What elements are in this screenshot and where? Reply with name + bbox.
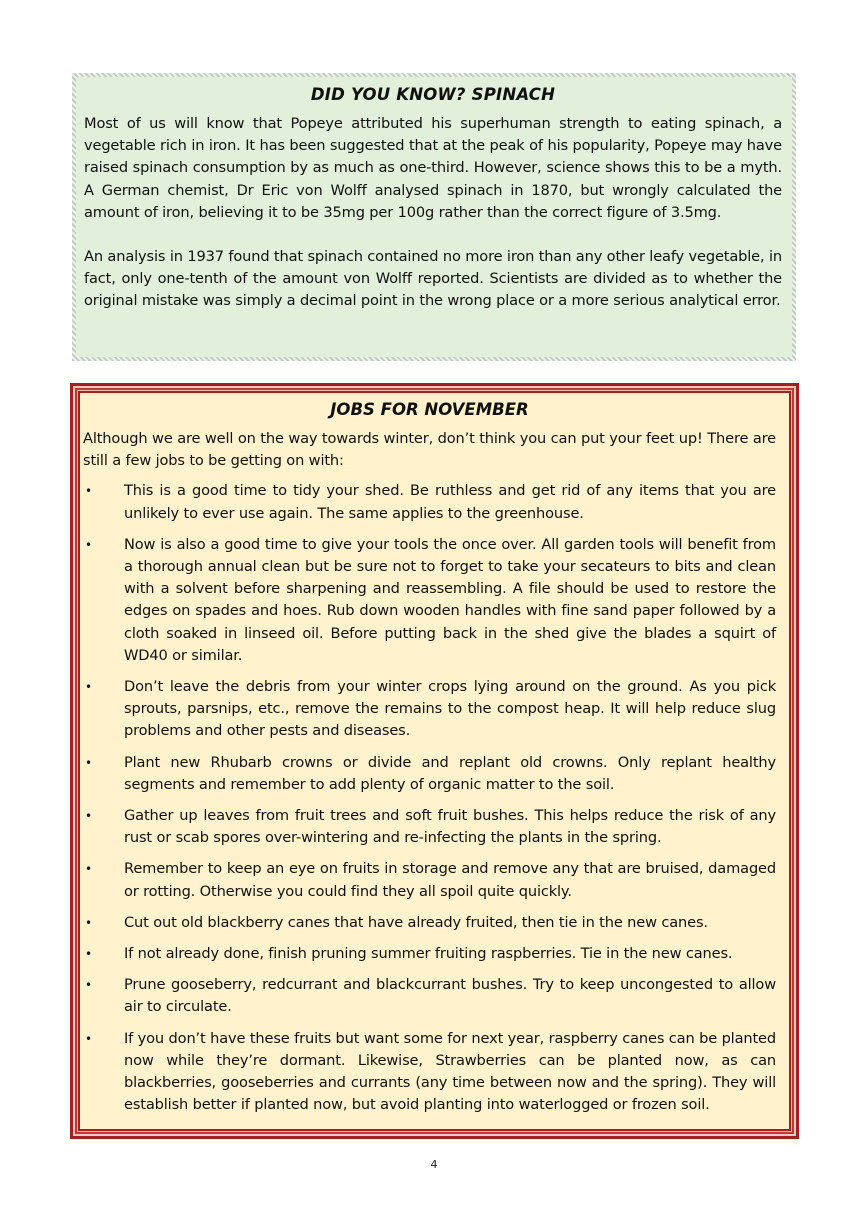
did-you-know-paragraph: An analysis in 1937 found that spinach contained no more iron than any other leafy vegetable, in fact, only one-tenth of the amount von Wolff reported. Scientists are divided as to whether the original mistake was simply a decimal point in the wrong place or a more serious analytical error. <box>84 248 782 310</box>
list-item-text: Prune gooseberry, redcurrant and blackcurrant bushes. Try to keep uncongested to allow air to circulate. <box>124 976 776 1016</box>
jobs-intro: Although we are well on the way towards winter, don’t think you can put your feet up! There are still a few jobs to be getting on with: <box>83 430 776 470</box>
list-item-text: This is a good time to tidy your shed. Be ruthless and get rid of any items that you are unlikely to ever use again. The same applies to the greenhouse. <box>124 482 776 522</box>
bullet-icon: • <box>85 484 92 499</box>
bullet-icon: • <box>85 537 92 552</box>
list-item <box>83 805 776 849</box>
list-item <box>83 676 776 743</box>
list-item-text: Remember to keep an eye on fruits in storage and remove any that are bruised, damaged or rotting. Otherwise you could find they all spoil quite quickly. <box>124 860 776 900</box>
bullet-icon: • <box>85 978 92 993</box>
list-item <box>83 534 776 667</box>
did-you-know-paragraph: Most of us will know that Popeye attributed his superhuman strength to eating spinach, a vegetable rich in iron. It has been suggested that at the peak of his popularity, Popeye may have raised spinach consumption by as much as one-third. However, science shows this to be a myth. A German chemist, Dr Eric von Wolff analysed spinach in 1870, but wrongly calculated the amount of iron, believing it to be 35mg per 100g rather than the correct figure of 3.5mg. <box>84 115 782 221</box>
bullet-icon: • <box>85 1031 92 1046</box>
list-item <box>83 858 776 902</box>
list-item-text: If you don’t have these fruits but want some for next year, raspberry canes can be planted now while they’re dormant. Likewise, Strawberries can be planted now, as can blackberries, gooseberries and currants (any time between now and the spring). They will establish better if planted now, but avoid planting into waterlogged or frozen soil. <box>124 1029 776 1114</box>
list-item-text: Gather up leaves from fruit trees and soft fruit bushes. This helps reduce the risk of any rust or scab spores over-wintering and re-infecting the plants in the spring. <box>124 807 776 847</box>
jobs-for-november-box <box>70 383 799 1139</box>
list-item <box>83 480 776 524</box>
list-item <box>83 974 776 1018</box>
jobs-title: JOBS FOR NOVEMBER <box>330 400 529 419</box>
page-number: 4 <box>430 1158 438 1171</box>
bullet-icon: • <box>85 680 92 695</box>
list-item-text: Don’t leave the debris from your winter crops lying around on the ground. As you pick sprouts, parsnips, etc., remove the remains to the compost heap. It will help reduce slug problems and other pests and diseases. <box>124 678 776 740</box>
did-you-know-title: DID YOU KNOW? SPINACH <box>310 85 556 104</box>
list-item-text: If not already done, finish pruning summer fruiting raspberries. Tie in the new canes. <box>124 945 733 963</box>
list-item <box>83 1028 776 1117</box>
bullet-icon: • <box>85 947 92 962</box>
list-item <box>83 943 776 965</box>
bullet-icon: • <box>85 755 92 770</box>
bullet-icon: • <box>85 915 92 930</box>
bullet-icon: • <box>85 862 92 877</box>
bullet-icon: • <box>85 809 92 824</box>
list-item <box>83 752 776 796</box>
list-item-text: Plant new Rhubarb crowns or divide and replant old crowns. Only replant healthy segments and remember to add plenty of organic matter to the soil. <box>124 753 776 793</box>
list-item-text: Cut out old blackberry canes that have already fruited, then tie in the new canes. <box>124 913 708 931</box>
list-item-text: Now is also a good time to give your tools the once over. All garden tools will benefit from a thorough annual clean but be sure not to forget to take your secateurs to bits and clean with a solvent before sharpening and reassembling. A file should be used to restore the edges on spades and hoes. Rub down wooden handles with fine sand paper followed by a cloth soaked in linseed oil. Before putting back in the shed give the blades a squirt of WD40 or similar. <box>124 535 776 664</box>
jobs-content <box>83 398 776 1126</box>
jobs-list <box>83 480 776 1116</box>
list-item <box>83 912 776 934</box>
did-you-know-box <box>72 73 796 361</box>
